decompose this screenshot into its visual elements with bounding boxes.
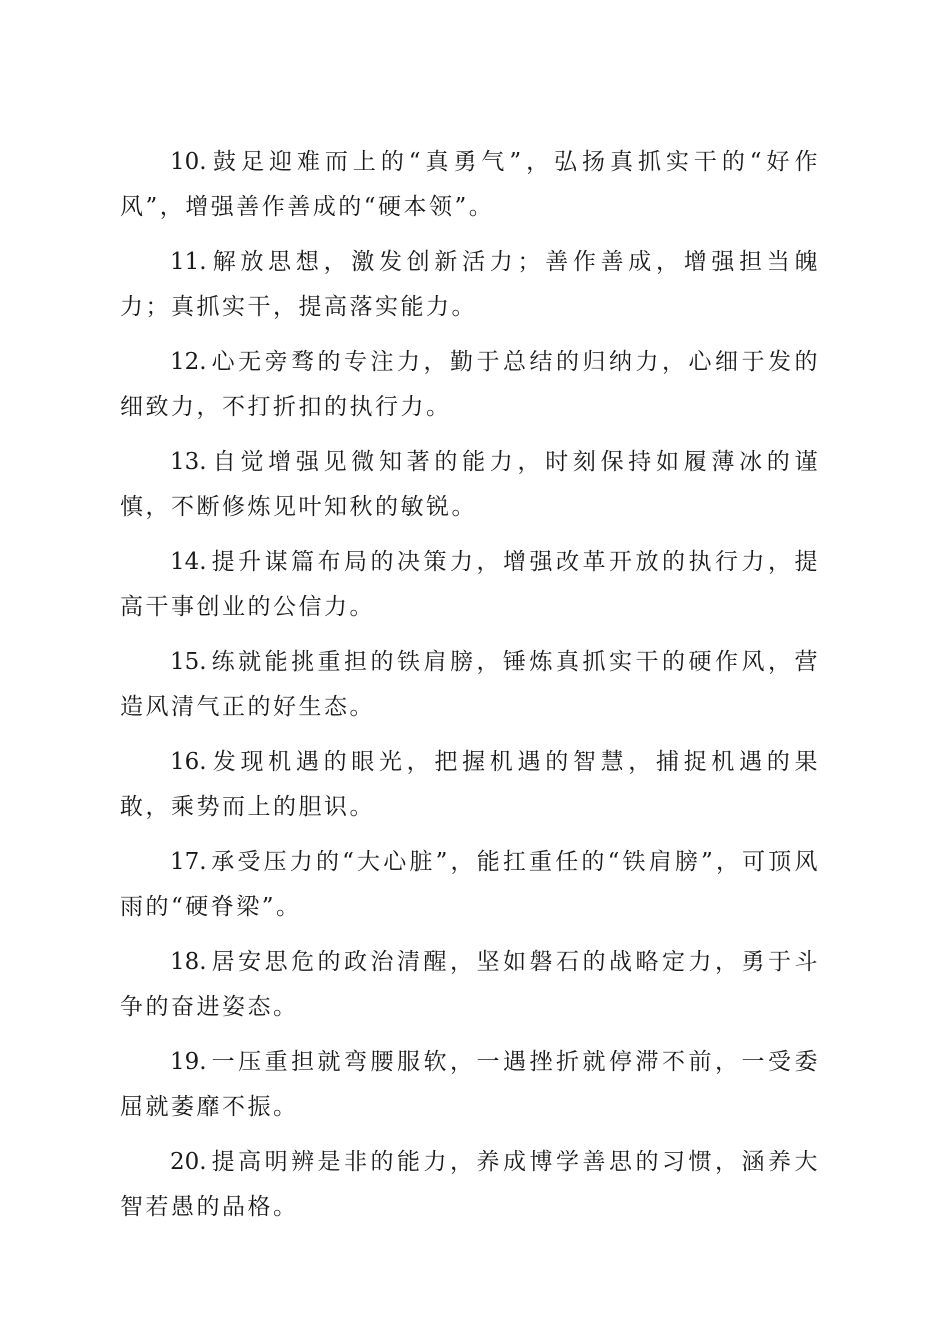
list-item <box>120 640 820 730</box>
item-number: 13. <box>170 449 207 475</box>
list-item <box>120 540 820 630</box>
item-number: 14. <box>170 549 207 575</box>
item-number: 11. <box>170 249 207 275</box>
list-item <box>120 440 820 530</box>
item-text: 提高明辨是非的能力，养成博学善思的习惯，涵养大智若愚的品格。 <box>120 1149 820 1220</box>
list-item <box>120 340 820 430</box>
list-item <box>120 1040 820 1130</box>
item-number: 12. <box>170 349 207 375</box>
item-number: 17. <box>170 849 207 875</box>
item-text: 练就能挑重担的铁肩膀，锤炼真抓实干的硬作风，营造风清气正的好生态。 <box>120 649 820 720</box>
document-page <box>120 140 820 1240</box>
item-number: 16. <box>170 749 207 775</box>
list-item <box>120 240 820 330</box>
item-number: 18. <box>170 949 207 975</box>
item-number: 10. <box>170 149 207 175</box>
item-number: 19. <box>170 1049 207 1075</box>
list-item <box>120 840 820 930</box>
list-item <box>120 940 820 1030</box>
item-number: 15. <box>170 649 207 675</box>
item-text: 提升谋篇布局的决策力，增强改革开放的执行力，提高干事创业的公信力。 <box>120 549 820 620</box>
item-text: 鼓足迎难而上的“真勇气”，弘扬真抓实干的“好作风”，增强善作善成的“硬本领”。 <box>120 149 820 220</box>
item-number: 20. <box>170 1149 207 1175</box>
list-item <box>120 1140 820 1230</box>
item-text: 居安思危的政治清醒，坚如磐石的战略定力，勇于斗争的奋进姿态。 <box>120 949 820 1020</box>
item-text: 一压重担就弯腰服软，一遇挫折就停滞不前，一受委屈就萎靡不振。 <box>120 1049 820 1120</box>
list-item <box>120 140 820 230</box>
item-text: 发现机遇的眼光，把握机遇的智慧，捕捉机遇的果敢，乘势而上的胆识。 <box>120 749 820 820</box>
list-item <box>120 740 820 830</box>
item-text: 解放思想，激发创新活力；善作善成，增强担当魄力；真抓实干，提高落实能力。 <box>120 249 820 320</box>
item-text: 承受压力的“大心脏”，能扛重任的“铁肩膀”，可顶风雨的“硬脊梁”。 <box>120 849 820 920</box>
item-text: 心无旁骛的专注力，勤于总结的归纳力，心细于发的细致力，不打折扣的执行力。 <box>120 349 820 420</box>
item-text: 自觉增强见微知著的能力，时刻保持如履薄冰的谨慎，不断修炼见叶知秋的敏锐。 <box>120 449 820 520</box>
